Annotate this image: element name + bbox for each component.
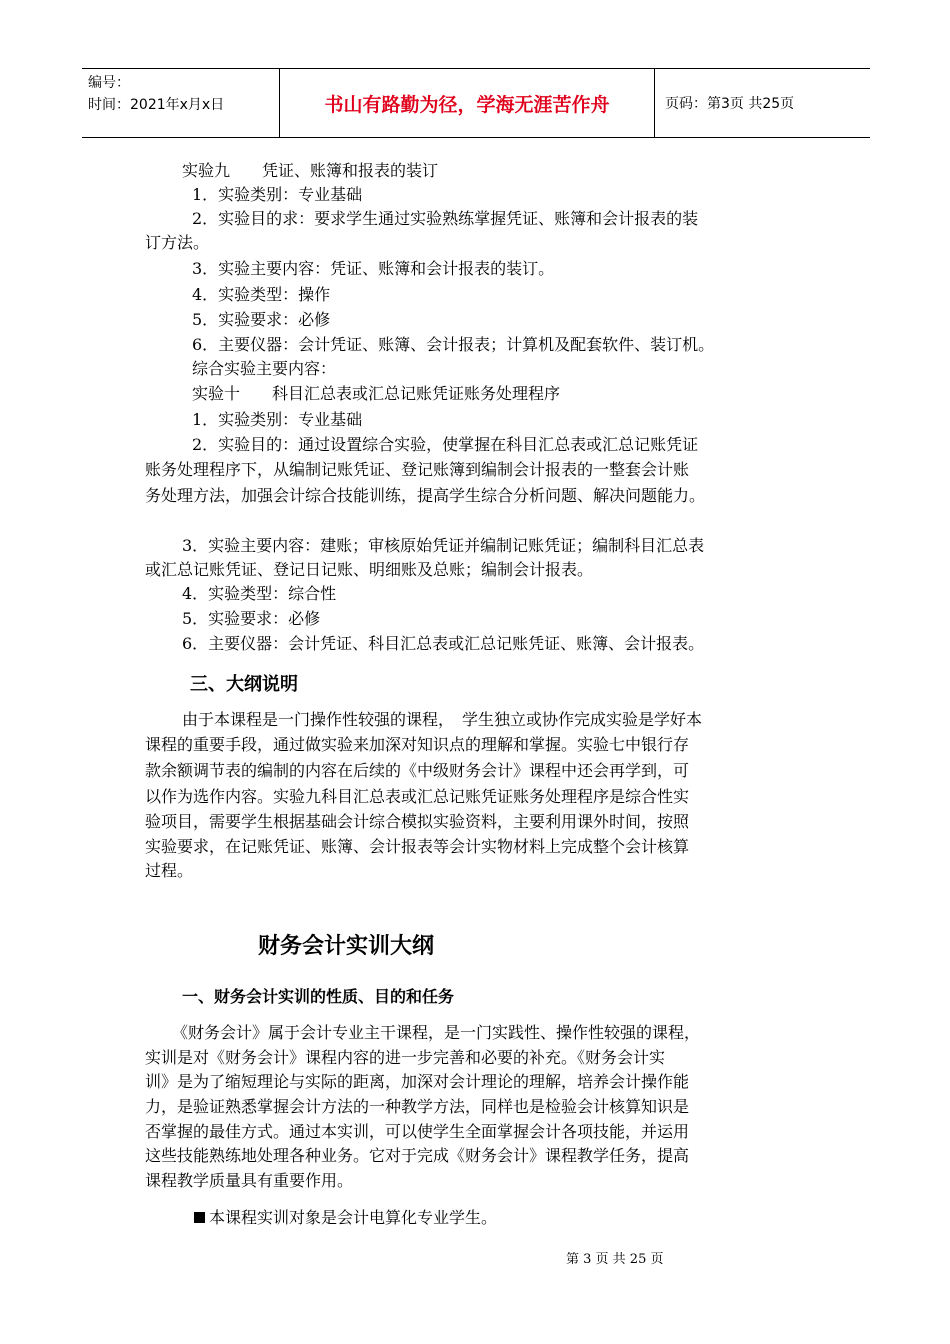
- text-line: 综合实验主要内容：: [192, 359, 337, 378]
- document-title: 财务会计实训大纲: [258, 934, 435, 959]
- text-line: 6．主要仪器：会计凭证、账簿、会计报表；计算机及配套软件、装订机。: [192, 335, 715, 354]
- square-bullet-icon: [194, 1212, 205, 1223]
- text-line: 4．实验类型：综合性: [182, 584, 337, 603]
- text-line: 5．实验要求：必修: [182, 609, 321, 628]
- paragraph-line: 过程。: [145, 861, 194, 880]
- paragraph-line: 实验要求，在记账凭证、账簿、会计报表等会计实物材料上完成整个会计核算: [145, 837, 690, 856]
- paragraph-line: 由于本课程是一门操作性较强的课程， 学生独立或协作完成实验是学好本: [182, 710, 703, 729]
- paragraph-line: 否掌握的最佳方式。通过本实训，可以使学生全面掌握会计各项技能，并运用: [145, 1122, 690, 1141]
- text-line: 实验十 科目汇总表或汇总记账凭证账务处理程序: [192, 384, 561, 403]
- bullet-text: 本课程实训对象是会计电算化专业学生。: [209, 1208, 498, 1227]
- text-line: 6．主要仪器：会计凭证、科目汇总表或汇总记账凭证、账簿、会计报表。: [182, 634, 705, 653]
- paragraph-line: 《财务会计》属于会计专业主干课程，是一门实践性、操作性较强的课程，: [172, 1023, 701, 1042]
- header-page-info: 页码：第3页 共25页: [665, 96, 795, 112]
- paragraph-line: 力，是验证熟悉掌握会计方法的一种教学方法，同样也是检验会计核算知识是: [145, 1097, 690, 1116]
- header-meta: [82, 69, 280, 137]
- text-line: 1．实验类别：专业基础: [192, 410, 363, 429]
- paragraph-line: 这些技能熟练地处理各种业务。它对于完成《财务会计》课程教学任务，提高: [145, 1146, 690, 1165]
- text-line: 订方法。: [145, 233, 210, 252]
- time-label: 时间：2021年x月x日: [88, 97, 225, 113]
- paragraph-line: 以作为选作内容。实验九科目汇总表或汇总记账凭证账务处理程序是综合性实: [145, 787, 690, 806]
- paragraph-line: 实训是对《财务会计》课程内容的进一步完善和必要的补充。《财务会计实: [145, 1048, 666, 1067]
- text-line: 或汇总记账凭证、登记日记账、明细账及总账；编制会计报表。: [145, 560, 594, 579]
- paragraph-line: 训》是为了缩短理论与实际的距离，加深对会计理论的理解，培养会计操作能: [145, 1072, 690, 1091]
- text-line: 2．实验目的求：要求学生通过实验熟练掌握凭证、账簿和会计报表的装: [192, 209, 699, 228]
- page-header: [82, 68, 870, 138]
- paragraph-line: 验项目，需要学生根据基础会计综合模拟实验资料，主要利用课外时间，按照: [145, 812, 690, 831]
- text-line: 3．实验主要内容：凭证、账簿和会计报表的装订。: [192, 259, 555, 278]
- text-line: 2．实验目的：通过设置综合实验，使掌握在科目汇总表或汇总记账凭证: [192, 435, 699, 454]
- bullet-item: [194, 1207, 497, 1229]
- text-line: 务处理方法，加强会计综合技能训练，提高学生综合分析问题、解决问题能力。: [145, 486, 706, 505]
- header-motto: 书山有路勤为径，学海无涯苦作舟: [280, 69, 655, 137]
- section-heading: 一、财务会计实训的性质、目的和任务: [182, 987, 455, 1006]
- paragraph-line: 款余额调节表的编制的内容在后续的《中级财务会计》课程中还会再学到，可: [145, 761, 690, 780]
- text-line: 账务处理程序下，从编制记账凭证、登记账簿到编制会计报表的一整套会计账: [145, 460, 690, 479]
- text-line: 4．实验类型：操作: [192, 285, 331, 304]
- paragraph-line: 课程的重要手段，通过做实验来加深对知识点的理解和掌握。实验七中银行存: [145, 735, 690, 754]
- number-label: 编号：: [88, 75, 130, 91]
- page-footer: 第 3 页 共 25 页: [566, 1252, 664, 1267]
- text-line: 实验九 凭证、账簿和报表的装订: [182, 161, 439, 180]
- paragraph-line: 课程教学质量具有重要作用。: [145, 1171, 354, 1190]
- text-line: 5．实验要求：必修: [192, 310, 331, 329]
- text-line: 3．实验主要内容：建账；审核原始凭证并编制记账凭证；编制科目汇总表: [182, 536, 705, 555]
- section-heading: 三、大纲说明: [190, 674, 298, 695]
- text-line: 1．实验类别：专业基础: [192, 185, 363, 204]
